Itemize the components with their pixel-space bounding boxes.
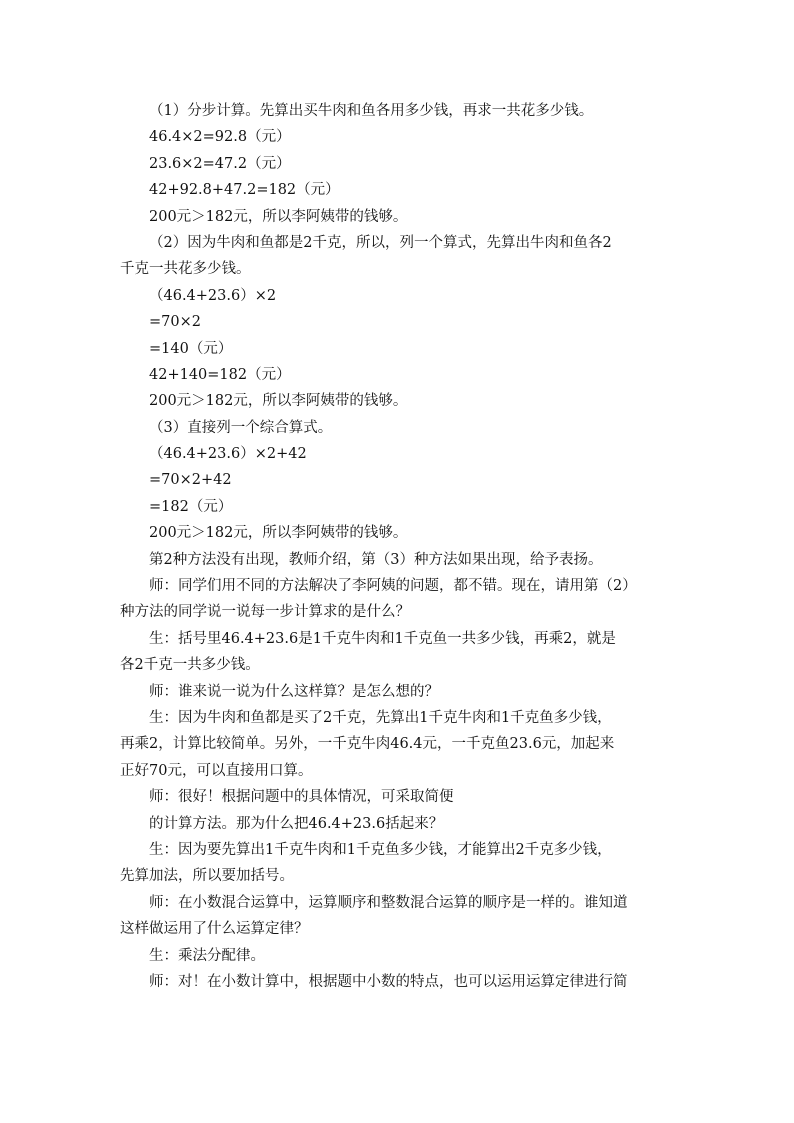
text-line: 生：乘法分配律。 [149,947,265,964]
text-line: 再乘2，计算比较简单。另外，一千克牛肉46.4元，一千克鱼23.6元，加起来 [120,736,615,753]
text-line: 第2种方法没有出现，教师介绍，第（3）种方法如果出现，给予表扬。 [149,551,603,568]
text-line: 师：很好！根据问题中的具体情况，可采取简便 [149,789,454,806]
text-line: 200元＞182元，所以李阿姨带的钱够。 [149,393,408,410]
text-line: 千克一共花多少钱。 [120,261,251,278]
text-line: 23.6×2=47.2（元） [149,155,291,172]
text-line: 46.4×2=92.8（元） [149,129,291,146]
text-line: 先算加法，所以要加括号。 [120,868,294,885]
text-line: （3）直接列一个综合算式。 [149,419,333,436]
text-line: （1）分步计算。先算出买牛肉和鱼各用多少钱，再求一共花多少钱。 [149,103,594,119]
text-line: 这样做运用了什么运算定律？ [120,921,309,938]
text-line: 正好70元，可以直接用口算。 [120,762,313,779]
text-line: 42+92.8+47.2=182（元） [149,182,340,199]
text-line: 生：括号里46.4+23.6是1千克牛肉和1千克鱼一共多少钱，再乘2，就是 [149,630,616,647]
text-line: 师：同学们用不同的方法解决了李阿姨的问题，都不错。现在，请用第（2） [149,578,637,595]
text-line: 师：谁来说一说为什么这样算？是怎么想的？ [149,683,439,700]
text-line: （46.4+23.6）×2 [149,287,277,304]
text-line: 师：对！在小数计算中，根据题中小数的特点，也可以运用运算定律进行简 [149,973,628,990]
text-line: =70×2 [149,314,201,331]
text-line: 师：在小数混合运算中，运算顺序和整数混合运算的顺序是一样的。谁知道 [149,894,628,911]
text-line: 生：因为要先算出1千克牛肉和1千克鱼多少钱，才能算出2千克多少钱， [149,841,612,858]
text-line: =70×2+42 [149,472,232,489]
document-body [120,98,680,995]
text-line: 200元＞182元，所以李阿姨带的钱够。 [149,208,408,225]
text-line: （46.4+23.6）×2+42 [149,446,307,463]
text-line: =140（元） [149,340,233,357]
text-line: 的计算方法。那为什么把46.4+23.6括起来？ [149,815,444,832]
text-line: 各2千克一共多少钱。 [120,657,260,674]
text-line: =182（元） [149,498,233,515]
text-line: 42+140=182（元） [149,366,291,383]
text-line: 生：因为牛肉和鱼都是买了2千克，先算出1千克牛肉和1千克鱼多少钱， [149,709,612,726]
text-line: 种方法的同学说一说每一步计算求的是什么？ [120,604,410,621]
text-line: （2）因为牛肉和鱼都是2千克，所以，列一个算式，先算出牛肉和鱼各2 [149,234,612,251]
text-line: 200元＞182元，所以李阿姨带的钱够。 [149,525,408,542]
